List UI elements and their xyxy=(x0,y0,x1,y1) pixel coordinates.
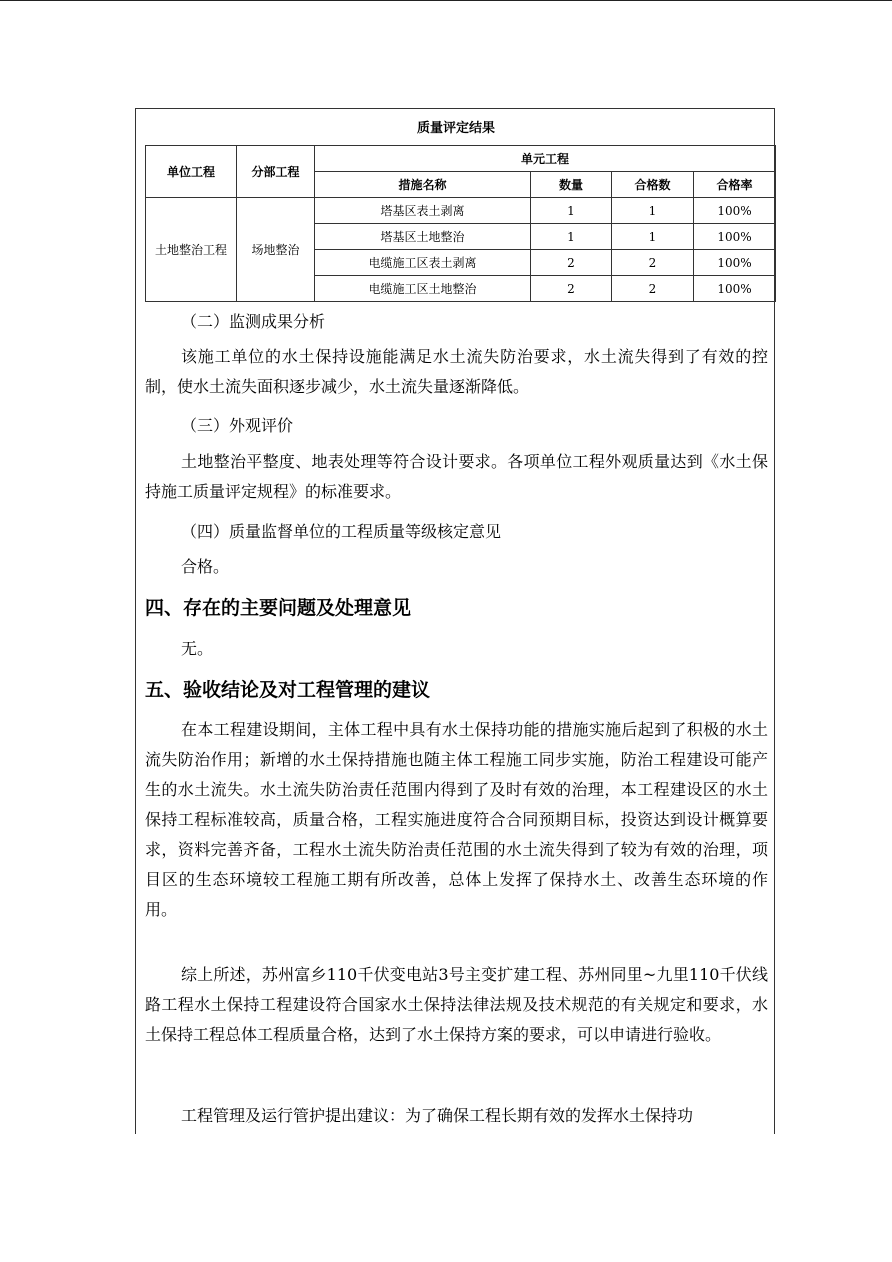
rate-cell: 100% xyxy=(694,198,776,224)
quality-assessment-table xyxy=(145,145,776,302)
col-element-header: 单元工程 xyxy=(315,146,776,172)
section-2-text: 该施工单位的水土保持设施能满足水土流失防治要求，水土流失得到了有效的控制，使水土流失面积逐步减少，水土流失量逐渐降低。 xyxy=(145,347,768,396)
col-unit-header: 单位工程 xyxy=(146,146,237,198)
measure-name-cell: 塔基区土地整治 xyxy=(315,224,531,250)
measure-name-cell: 电缆施工区土地整治 xyxy=(315,276,531,302)
pass-cell: 1 xyxy=(612,224,694,250)
section-2-title: （二）监测成果分析 xyxy=(181,312,326,331)
measure-name-cell: 塔基区表土剥离 xyxy=(315,198,531,224)
conclusion-paragraph-2: 综上所述，苏州富乡110千伏变电站3号主变扩建工程、苏州同里~九里110千伏线路工程水土保持工程建设符合国家水土保持法律法规及技术规范的有关规定和要求，水土保持工程总体工程质量合格，达到了水土保持方案的要求，可以申请进行验收。 xyxy=(145,965,768,1044)
qty-cell: 1 xyxy=(531,224,612,250)
rate-cell: 100% xyxy=(694,224,776,250)
rate-cell: 100% xyxy=(694,276,776,302)
col-sub-header: 分部工程 xyxy=(237,146,315,198)
col-qty-header: 数量 xyxy=(531,172,612,198)
col-rate-header: 合格率 xyxy=(694,172,776,198)
pass-cell: 2 xyxy=(612,250,694,276)
section-3-title: （三）外观评价 xyxy=(181,416,294,435)
rate-cell: 100% xyxy=(694,250,776,276)
qty-cell: 2 xyxy=(531,276,612,302)
qty-cell: 2 xyxy=(531,250,612,276)
col-measure-header: 措施名称 xyxy=(315,172,531,198)
pass-cell: 2 xyxy=(612,276,694,302)
measure-name-cell: 电缆施工区表土剥离 xyxy=(315,250,531,276)
heading-conclusion: 五、验收结论及对工程管理的建议 xyxy=(145,679,431,701)
pass-cell: 1 xyxy=(612,198,694,224)
qty-cell: 1 xyxy=(531,198,612,224)
section-4-text: 合格。 xyxy=(181,557,230,576)
section-3-text: 土地整治平整度、地表处理等符合设计要求。各项单位工程外观质量达到《水土保持施工质量评定规程》的标准要求。 xyxy=(145,452,768,501)
heading-issues: 四、存在的主要问题及处理意见 xyxy=(145,597,412,619)
issues-text: 无。 xyxy=(181,639,214,658)
table-row xyxy=(146,198,776,224)
page-top-rule xyxy=(0,0,892,1)
table-title: 质量评定结果 xyxy=(416,121,495,136)
conclusion-paragraph-3: 工程管理及运行管护提出建议：为了确保工程长期有效的发挥水土保持功 xyxy=(181,1106,694,1125)
col-pass-header: 合格数 xyxy=(612,172,694,198)
table-header-row xyxy=(146,146,776,172)
unit-cell: 土地整治工程 xyxy=(146,198,237,302)
sub-cell: 场地整治 xyxy=(237,198,315,302)
section-4-title: （四）质量监督单位的工程质量等级核定意见 xyxy=(181,522,502,541)
conclusion-paragraph-1: 在本工程建设期间，主体工程中具有水土保持功能的措施实施后起到了积极的水土流失防治作用；新增的水土保持措施也随主体工程施工同步实施，防治工程建设可能产生的水土流失。水土流失防治责任范围内得到了及时有效的治理，本工程建设区的水土保持工程标准较高，质量合格，工程实施进度符合合同预期目标，投资达到设计概算要求，资料完善齐备，工程水土流失防治责任范围的水土流失得到了较为有效的治理，项目区的生态环境较工程施工期有所改善，总体上发挥了保持水土、改善生态环境的作用。 xyxy=(145,720,768,919)
document-frame xyxy=(135,108,775,1134)
